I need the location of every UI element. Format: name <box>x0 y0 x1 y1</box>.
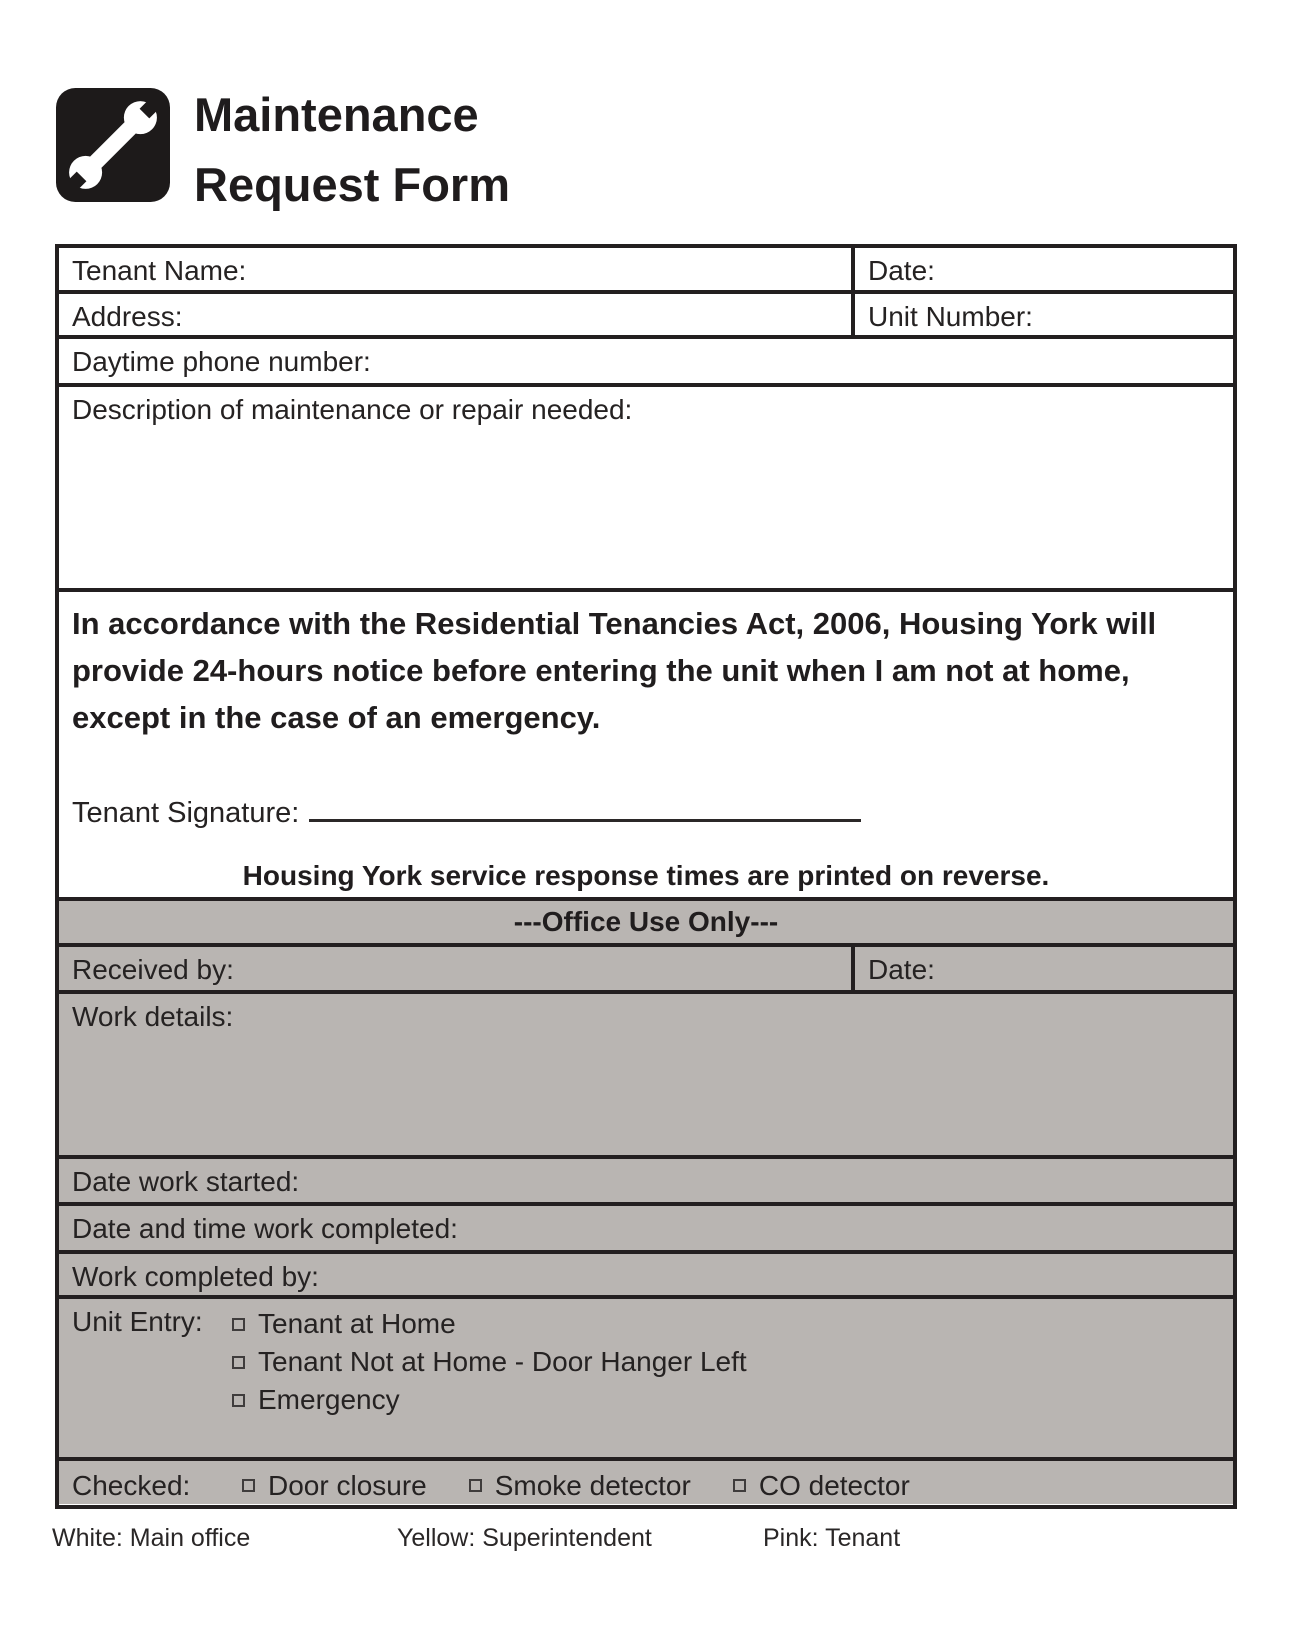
tenant-signature-label: Tenant Signature: <box>72 797 300 829</box>
daytime-phone-field[interactable] <box>59 339 1233 383</box>
checked-label: Checked: <box>72 1469 191 1501</box>
description-label: Description of maintenance or repair needed: <box>72 394 633 425</box>
checked-option-co-detector <box>733 1469 910 1503</box>
work-completed-by-label: Work completed by: <box>72 1261 319 1292</box>
form-table <box>55 244 1237 1509</box>
date-label: Date: <box>868 255 935 286</box>
row-checked <box>59 1461 1233 1504</box>
row-tenant-name-date <box>59 248 1233 294</box>
date-work-started-field[interactable] <box>59 1159 1233 1202</box>
row-notice-signature <box>59 592 1233 901</box>
wrench-icon <box>56 88 170 202</box>
row-address-unit <box>59 294 1233 339</box>
row-daytime-phone <box>59 339 1233 387</box>
unit-entry-label: Unit Entry: <box>72 1306 203 1337</box>
date-time-completed-label: Date and time work completed: <box>72 1213 458 1244</box>
unit-entry-option-label: Tenant Not at Home - Door Hanger Left <box>258 1346 747 1377</box>
unit-number-field[interactable] <box>855 294 1233 335</box>
checked-option-label: CO detector <box>758 1469 910 1501</box>
page-title <box>194 80 510 220</box>
checkbox-icon[interactable] <box>232 1318 245 1331</box>
tenant-signature-line[interactable] <box>309 793 861 822</box>
row-received-by-date <box>59 947 1233 994</box>
row-unit-entry <box>59 1299 1233 1461</box>
received-by-field[interactable] <box>59 947 855 990</box>
checkbox-icon[interactable] <box>242 1479 255 1492</box>
checkbox-icon[interactable] <box>232 1394 245 1407</box>
unit-entry-option-not-at-home <box>232 1343 747 1381</box>
pink-copy-label: Pink: Tenant <box>763 1524 901 1552</box>
address-field[interactable] <box>59 294 855 335</box>
page-title-line2: Request Form <box>194 158 510 211</box>
date-work-started-label: Date work started: <box>72 1166 300 1197</box>
reverse-note: Housing York service response times are printed on reverse. <box>242 860 1050 891</box>
unit-entry-option-tenant-at-home <box>232 1305 747 1343</box>
unit-entry-options <box>232 1305 747 1457</box>
received-by-label: Received by: <box>72 954 234 985</box>
row-work-completed-by <box>59 1254 1233 1299</box>
office-date-label: Date: <box>868 954 935 985</box>
row-date-time-completed <box>59 1206 1233 1254</box>
checked-option-door-closure <box>242 1469 427 1503</box>
date-field[interactable] <box>855 248 1233 290</box>
tenant-name-label: Tenant Name: <box>72 255 247 286</box>
office-use-only-header <box>59 901 1233 947</box>
row-description <box>59 387 1233 592</box>
work-completed-by-field[interactable] <box>59 1254 1233 1295</box>
address-label: Address: <box>72 301 183 332</box>
unit-entry-option-emergency <box>232 1381 747 1419</box>
checked-group <box>59 1461 1233 1504</box>
work-details-field[interactable] <box>59 994 1233 1155</box>
date-time-completed-field[interactable] <box>59 1206 1233 1250</box>
checkbox-icon[interactable] <box>733 1479 746 1492</box>
description-field[interactable] <box>59 387 1233 588</box>
row-date-work-started <box>59 1159 1233 1206</box>
notice-block <box>59 592 1233 897</box>
page-title-line1: Maintenance <box>194 88 479 141</box>
checked-option-smoke-detector <box>469 1469 691 1503</box>
checked-option-label: Smoke detector <box>494 1469 691 1501</box>
checked-option-label: Door closure <box>268 1469 427 1501</box>
work-details-label: Work details: <box>72 1001 234 1032</box>
unit-entry-option-label: Emergency <box>258 1384 400 1415</box>
unit-entry-option-label: Tenant at Home <box>258 1308 456 1339</box>
tenant-name-field[interactable] <box>59 248 855 290</box>
white-copy-label: White: Main office <box>52 1524 251 1552</box>
row-work-details <box>59 994 1233 1159</box>
checkbox-icon[interactable] <box>232 1356 245 1369</box>
office-date-field[interactable] <box>855 947 1233 990</box>
notice-text: In accordance with the Residential Tenancies Act, 2006, Housing York will provide 24-hours notice before entering the unit when I am not at home, except in the case of an emergency. <box>72 606 1157 735</box>
office-use-only-label: ---Office Use Only--- <box>513 906 779 937</box>
unit-number-label: Unit Number: <box>868 301 1033 332</box>
checkbox-icon[interactable] <box>469 1479 482 1492</box>
daytime-phone-label: Daytime phone number: <box>72 346 371 377</box>
unit-entry-group <box>59 1299 1233 1457</box>
copy-distribution-footer <box>0 1524 1296 1564</box>
signature-row <box>72 793 1220 830</box>
yellow-copy-label: Yellow: Superintendent <box>397 1524 652 1552</box>
